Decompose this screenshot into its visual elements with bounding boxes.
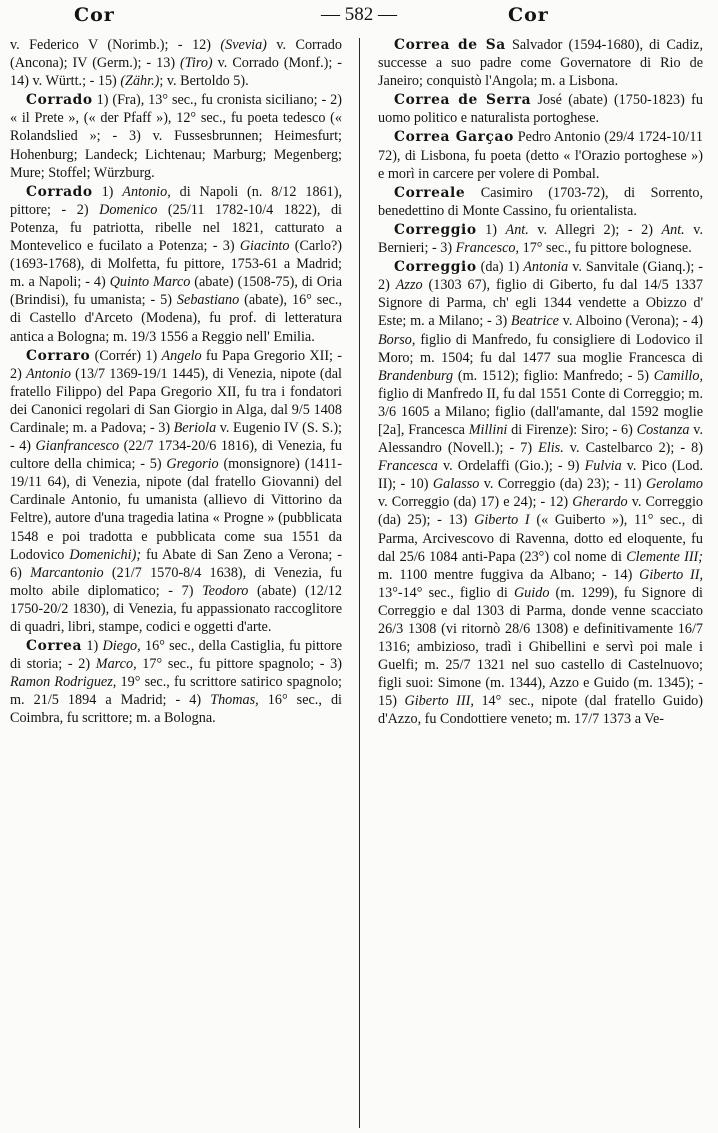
entry-text: Clemente III; — [626, 548, 703, 565]
entry-text: Antonia — [523, 259, 569, 276]
entry-headword: Correa — [26, 638, 83, 655]
entry-text: di Firenze): Siro; - 6) — [507, 421, 637, 438]
entry-text: v. Federico V (Norimb.); - 12) — [10, 37, 221, 53]
entry-text: (1303 67), figlio di Giberto, fu dal 14/5 1337 Signore di Parma, ch' egli 1344 vendette a Obizzo d' Este; m. a Milano; - 3) — [378, 277, 703, 330]
entry-text: Azzo — [395, 277, 423, 294]
dictionary-entry — [378, 221, 703, 257]
entry-headword: Correale — [394, 184, 466, 201]
left-column — [10, 36, 342, 1128]
entry-text: 1) — [476, 221, 506, 238]
dictionary-entry — [378, 128, 703, 182]
entry-headword: Correa de Sa — [394, 37, 506, 53]
entry-text: (abate) (1508-75), di Oria (Brindisi), fu umanista; - 5) — [10, 274, 342, 309]
dictionary-entry — [10, 183, 342, 346]
entry-text: 19° sec., fu scrittore satirico spagnolo; m. 21/5 1894 a Madrid; - 4) — [10, 674, 342, 709]
entry-text: Beatrice — [510, 313, 559, 330]
entry-text: Francesco, — [455, 240, 520, 257]
entry-text: (25/11 1782-10/4 1822), di Potenza, fu patriotta, ribelle nel 1821, catturato a Montevelico e fucilato a Potenza; - 3) — [10, 201, 342, 255]
entry-text: 16° sec., di Coimbra, fu scrittore; m. a Bologna. — [10, 692, 342, 727]
entry-text: Giberto III, — [404, 693, 474, 710]
entry-text: v. Sanvitale (Gianq.); - 2) — [378, 259, 703, 294]
entry-text: v. Bernieri; - 3) — [378, 221, 703, 257]
entry-text: (21/7 1570-8/4 1638), di Venezia, fu molto abile diplomatico; - 7) — [10, 564, 342, 599]
entry-text: m. 1100 mentre fuggiva da Albano; - 14) — [378, 566, 640, 583]
entry-text: (Corrér) 1) — [90, 347, 162, 364]
entry-text: Costanza — [636, 421, 690, 438]
entry-headword: Corrado — [26, 92, 93, 109]
entry-text: v. Pico (Lod. II); - 10) — [378, 458, 703, 493]
entry-text: Ant. — [661, 221, 685, 238]
entry-text: Giberto I — [474, 512, 530, 529]
entry-text: (Svevia) — [220, 37, 267, 53]
entry-text: 13°-14° sec., figlio di — [378, 584, 514, 601]
entry-text: v. Alboino (Verona); - 4) — [558, 313, 703, 330]
entry-text: Borso, — [378, 331, 416, 348]
entry-text: Sebastiano — [176, 292, 240, 309]
entry-text: Ramon Rodriguez, — [10, 674, 117, 691]
entry-text: Ant. — [505, 221, 529, 238]
entry-text: v. Correggio (da) 17) e 24); - 12) — [378, 494, 573, 511]
dictionary-entry — [378, 91, 703, 127]
entry-text: Diego, — [102, 638, 141, 655]
entry-text: di Napoli (n. 8/12 1861), pittore; - 2) — [10, 183, 342, 218]
dictionary-entry — [378, 258, 703, 728]
entry-text: (Zähr.) — [120, 73, 160, 90]
entry-text: 17° sec., fu pittore bolognese. — [519, 240, 692, 257]
entry-text: v. Alessandro (Novell.); - 7) — [378, 421, 703, 457]
entry-headword: Correggio — [394, 221, 477, 238]
entry-text: Thomas, — [210, 692, 259, 709]
entry-text: (22/7 1734-20/6 1816), di Venezia, fu cultore della chimica; - 5) — [10, 438, 342, 473]
entry-text: v. Ordelaffi (Gio.); - 9) — [437, 458, 585, 475]
entry-text: Gregorio — [166, 456, 219, 473]
dictionary-entry — [378, 184, 703, 220]
entry-text: Teodoro — [202, 582, 249, 599]
entry-text: 1) (Fra), 13° sec., fu cronista siciliano; - 2) « il Prete », (« der Pfaff »), 12° sec., fu poeta tedesco (« Rolandslied »; - 3) v. Fussesbrunnen; Heimesfurt; Hohenburg; Landeck; Lichtenau; Marburg; Megenberg; Mure; Stoffel; Würzburg. — [10, 92, 342, 181]
dictionary-entry — [10, 347, 342, 637]
entry-text: v. Eugenio IV (S. S.); - 4) — [10, 419, 342, 455]
entry-text: (monsignore) (1411-19/11 64), di Venezia, nipote (dal fratello Giovanni) del Cardinale Antonio, fu umanista (allievo di Vittorino da Feltre), autore d'una tragedia latina « Progne » (pubblicata 1548 e poi tradotta e pubblicata come sua 1551 da Lodovico — [10, 456, 342, 563]
entry-text: Angelo — [161, 347, 202, 364]
dictionary-entry — [10, 36, 342, 90]
entry-text: (Tiro) — [180, 55, 213, 72]
dictionary-entry — [378, 36, 703, 90]
entry-headword: Corraro — [26, 347, 91, 364]
entry-text: Antonio, — [122, 183, 171, 200]
entry-text: figlio di Manfredo, fu consigliere di Lodovico il Moro; m. 1504; fu dal 1477 sua moglie Francesca di — [378, 331, 703, 366]
entry-text: Domenico — [99, 201, 158, 218]
entry-headword: Correggio — [394, 259, 477, 276]
entry-text: (m. 1299), fu Signore di Correggio e dal 1303 di Parma, donde venne scacciato 26/3 1308 (vi ritornò 28/6 1308) e definitivamente 16/7 1316; ambizioso, tradì i Ghibellini e servì poi male i Guelfi; m. 25/7 1321 nel suo castello di Castelnuovo; figli suoi: Simone (m. 1344), Azzo e Guido (m. 1345); - 15) — [378, 584, 703, 710]
entry-text: Domenichi); — [69, 546, 142, 563]
entry-text: figlio di Manfredo II, fu dal 1551 Conte di Correggio; m. 3/6 1605 a Milano; figlio (dall'amante, dal 1592 moglie [2a], Francesca — [378, 385, 703, 438]
entry-text: Gherardo — [572, 494, 628, 511]
entry-headword: Correa de Serra — [394, 92, 532, 109]
entry-text: (abate), 16° sec., di Castello d'Arceto (Modena), fu prof. di letteratura antica a Bologna; m. 19/3 1556 a Reggio nell' Emilia. — [10, 292, 342, 345]
entry-text: (da) 1) — [476, 259, 524, 276]
entry-text: (« Guiberto »), 11° sec., di Parma, Arcivescovo di Ravenna, dotto ed eloquente, fu dal 25/6 1084 anti-Papa (23°) col nome di — [378, 512, 703, 565]
entry-text: Brandenburg — [378, 367, 454, 384]
entry-text: Fulvia — [584, 458, 622, 475]
entry-text: v. Castelbarco 2); - 8) — [563, 440, 703, 457]
running-header — [0, 0, 718, 34]
entry-text: Beriola — [173, 419, 217, 436]
dictionary-entry — [10, 637, 342, 727]
entry-text: Salvador (1594-1680), di Cadiz, successe a suo padre come Governatore di Rio de Janeiro; conquistò l'Angola; m. a Lisbona. — [378, 37, 703, 90]
header-left-word: Cor — [74, 4, 115, 26]
entry-text: Marcantonio — [30, 564, 104, 581]
entry-headword: Correa Garçao — [394, 129, 514, 146]
entry-text: Quinto Marco — [109, 274, 191, 291]
entry-text: (abate) (12/12 1750-20/2 1830), di Venezia, fu appassionato raccoglitore di quadri, libri, stampe, codici e oggetti d'arte. — [10, 582, 342, 635]
entry-text: Millini — [468, 421, 508, 438]
entry-text: Marco, — [95, 656, 137, 673]
entry-text: Antonio — [26, 365, 71, 382]
dictionary-entry — [10, 91, 342, 181]
page-number: — 582 — — [321, 4, 397, 25]
entry-text: Giacinto — [239, 238, 290, 255]
entry-text: Gianfrancesco — [35, 438, 120, 455]
entry-text: Guido — [513, 584, 550, 601]
right-column — [378, 36, 703, 1128]
header-right-word: Cor — [508, 4, 549, 26]
entry-text: Pedro Antonio (29/4 1724-10/11 72), di Lisbona, fu poeta (detto « l'Orazio portoghese ») e morì in carcere per volere di Pombal. — [378, 129, 703, 182]
column-divider — [359, 38, 360, 1128]
entry-text: v. Correggio (da) 25); - 13) — [378, 494, 703, 529]
entry-text: 14° sec., nipote (dal fratello Guido) d'Azzo, fu Condottiere veneto; m. 17/7 1373 a Ve- — [378, 693, 703, 728]
entry-text: v. Allegri 2); - 2) — [528, 221, 662, 238]
entry-text: 17° sec., fu pittore spagnolo; - 3) — [136, 656, 342, 673]
entry-text: (13/7 1369-19/1 1445), di Venezia, nipote (dal fratello Filippo) del Papa Gregorio XII, fu tra i fondatori dei Canonici regolari di San Giorgio in Alga, dal 9/5 1408 Cardinale; m. a Padova; - 3) — [10, 365, 342, 436]
entry-text: (m. 1512); figlio: Manfredo; - 5) — [453, 367, 654, 384]
entry-text: José (abate) (1750-1823) fu uomo politico e naturalista portoghese. — [378, 92, 703, 127]
entry-text: 1) — [92, 183, 123, 200]
entry-text: Francesca — [378, 458, 438, 475]
entry-text: 1) — [82, 638, 103, 655]
entry-text: Gerolamo — [645, 476, 703, 493]
entry-text: Elis. — [538, 440, 564, 457]
entry-text: Camillo, — [653, 367, 703, 384]
entry-headword: Corrado — [26, 183, 93, 200]
entry-text: ; v. Bertoldo 5). — [159, 73, 249, 90]
entry-text: 16° sec., della Castiglia, fu pittore di storia; - 2) — [10, 638, 342, 673]
entry-text: v. Corrado (Monf.); - 14) v. Württ.; - 15) — [10, 55, 342, 90]
entry-text: fu Papa Gregorio XII; - 2) — [10, 347, 342, 382]
entry-text: Giberto II, — [639, 566, 703, 583]
entry-text: Casimiro (1703-72), di Sorrento, benedettino di Monte Cassino, fu orientalista. — [378, 184, 703, 219]
entry-text: Galasso — [432, 476, 480, 493]
entry-text: (Carlo?) (1693-1768), di Molfetta, fu pittore, 1753-61 a Madrid; m. a Napoli; - 4) — [10, 238, 342, 291]
entry-text: v. Corrado (Ancona); IV (Germ.); - 13) — [10, 37, 342, 72]
entry-text: v. Correggio (da) 23); - 11) — [479, 476, 646, 493]
entry-text: fu Abate di San Zeno a Verona; - 6) — [10, 546, 342, 581]
